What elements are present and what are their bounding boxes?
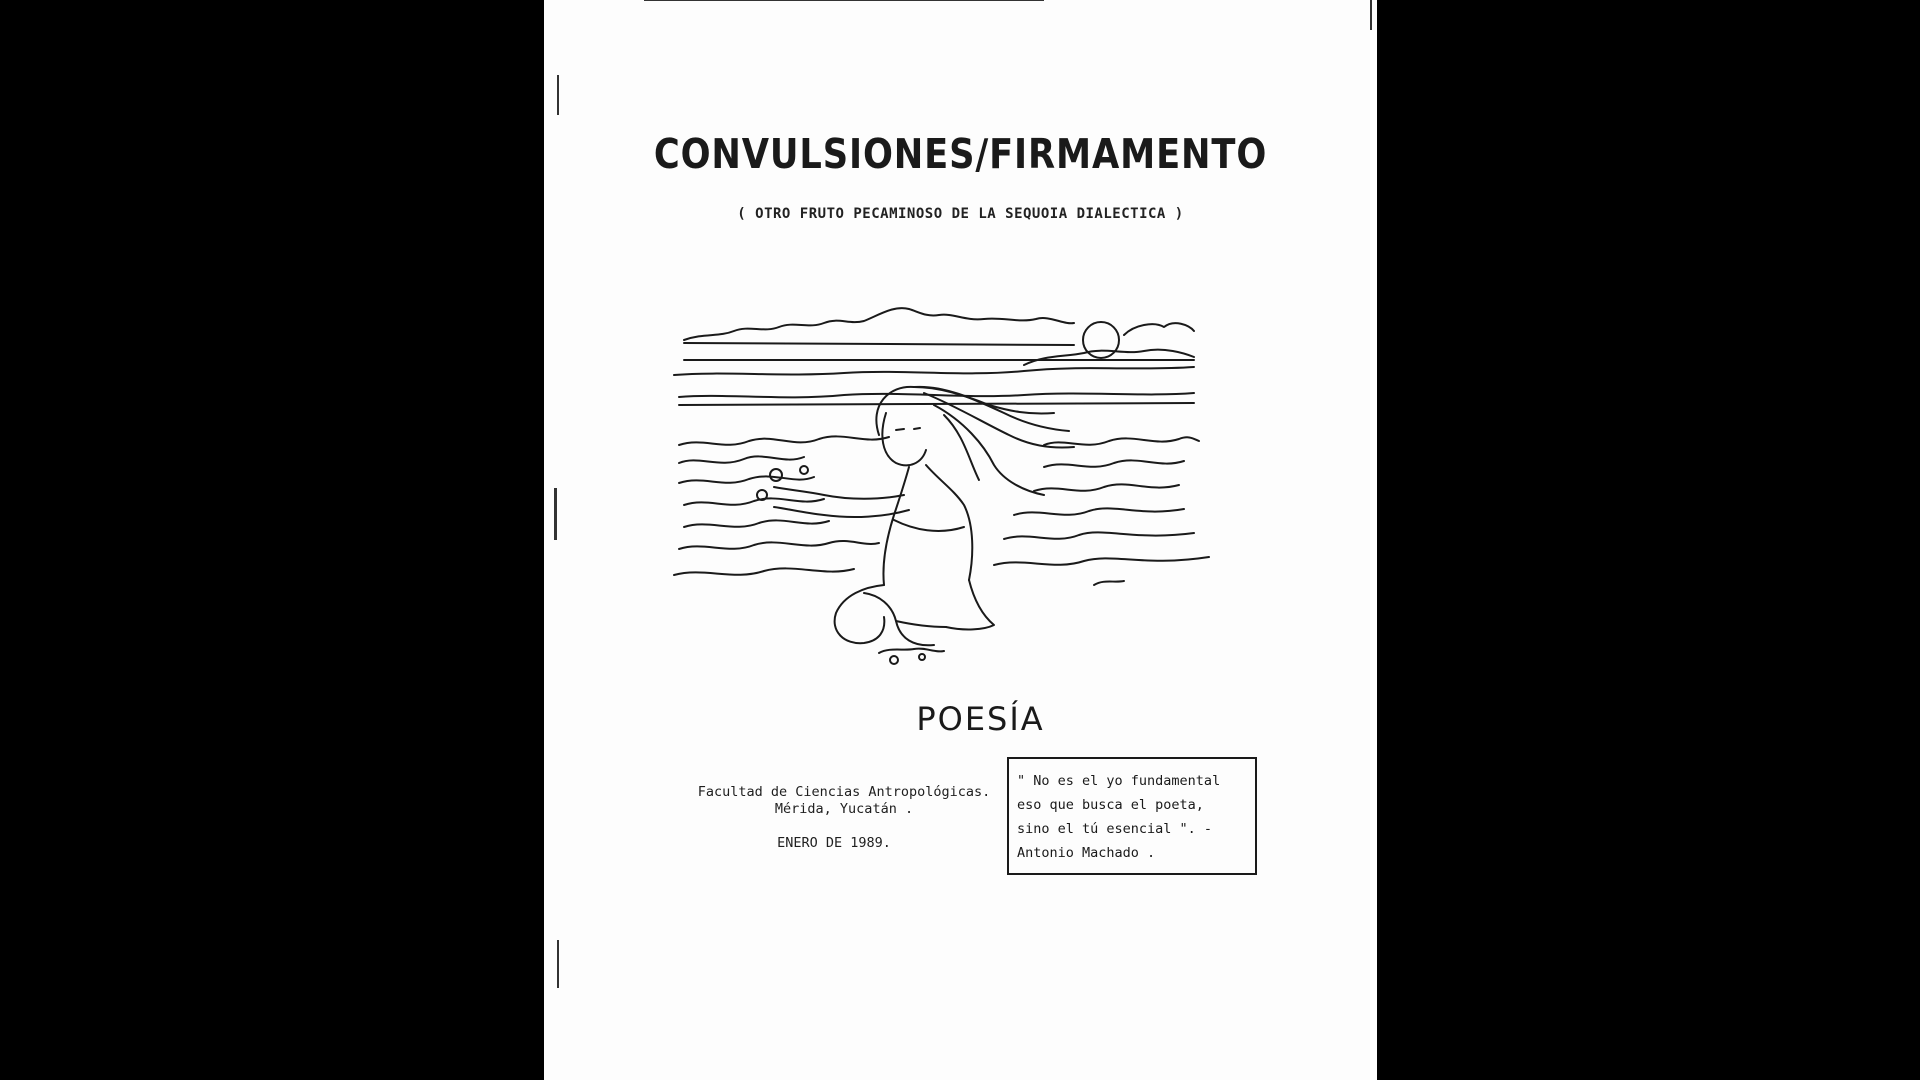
quote-line: sino el tú esencial ". -	[1017, 821, 1213, 837]
institution-block	[664, 784, 1024, 818]
document-page	[544, 0, 1377, 1080]
scan-mark	[557, 940, 559, 988]
publication-date: ENERO DE 1989.	[777, 835, 891, 851]
quote-line: Antonio Machado .	[1017, 845, 1156, 861]
genre-label: POESÍA	[916, 700, 1045, 738]
quote-line: " No es el yo fundamental	[1017, 773, 1221, 789]
institution-line-2: Mérida, Yucatán .	[774, 801, 914, 817]
document-title: CONVULSIONES/FIRMAMENTO	[653, 130, 1268, 178]
institution-line-1: Facultad de Ciencias Antropológicas.	[697, 784, 991, 800]
scan-mark	[554, 488, 557, 540]
scan-mark	[1370, 0, 1372, 30]
document-subtitle: ( OTRO FRUTO PECAMINOSO DE LA SEQUOIA DIALECTICA )	[737, 206, 1184, 222]
quote-line: eso que busca el poeta,	[1017, 797, 1204, 813]
cover-illustration	[664, 295, 1284, 695]
scan-mark	[644, 0, 1044, 1]
quote-box	[1007, 757, 1257, 875]
scan-mark	[557, 75, 559, 115]
